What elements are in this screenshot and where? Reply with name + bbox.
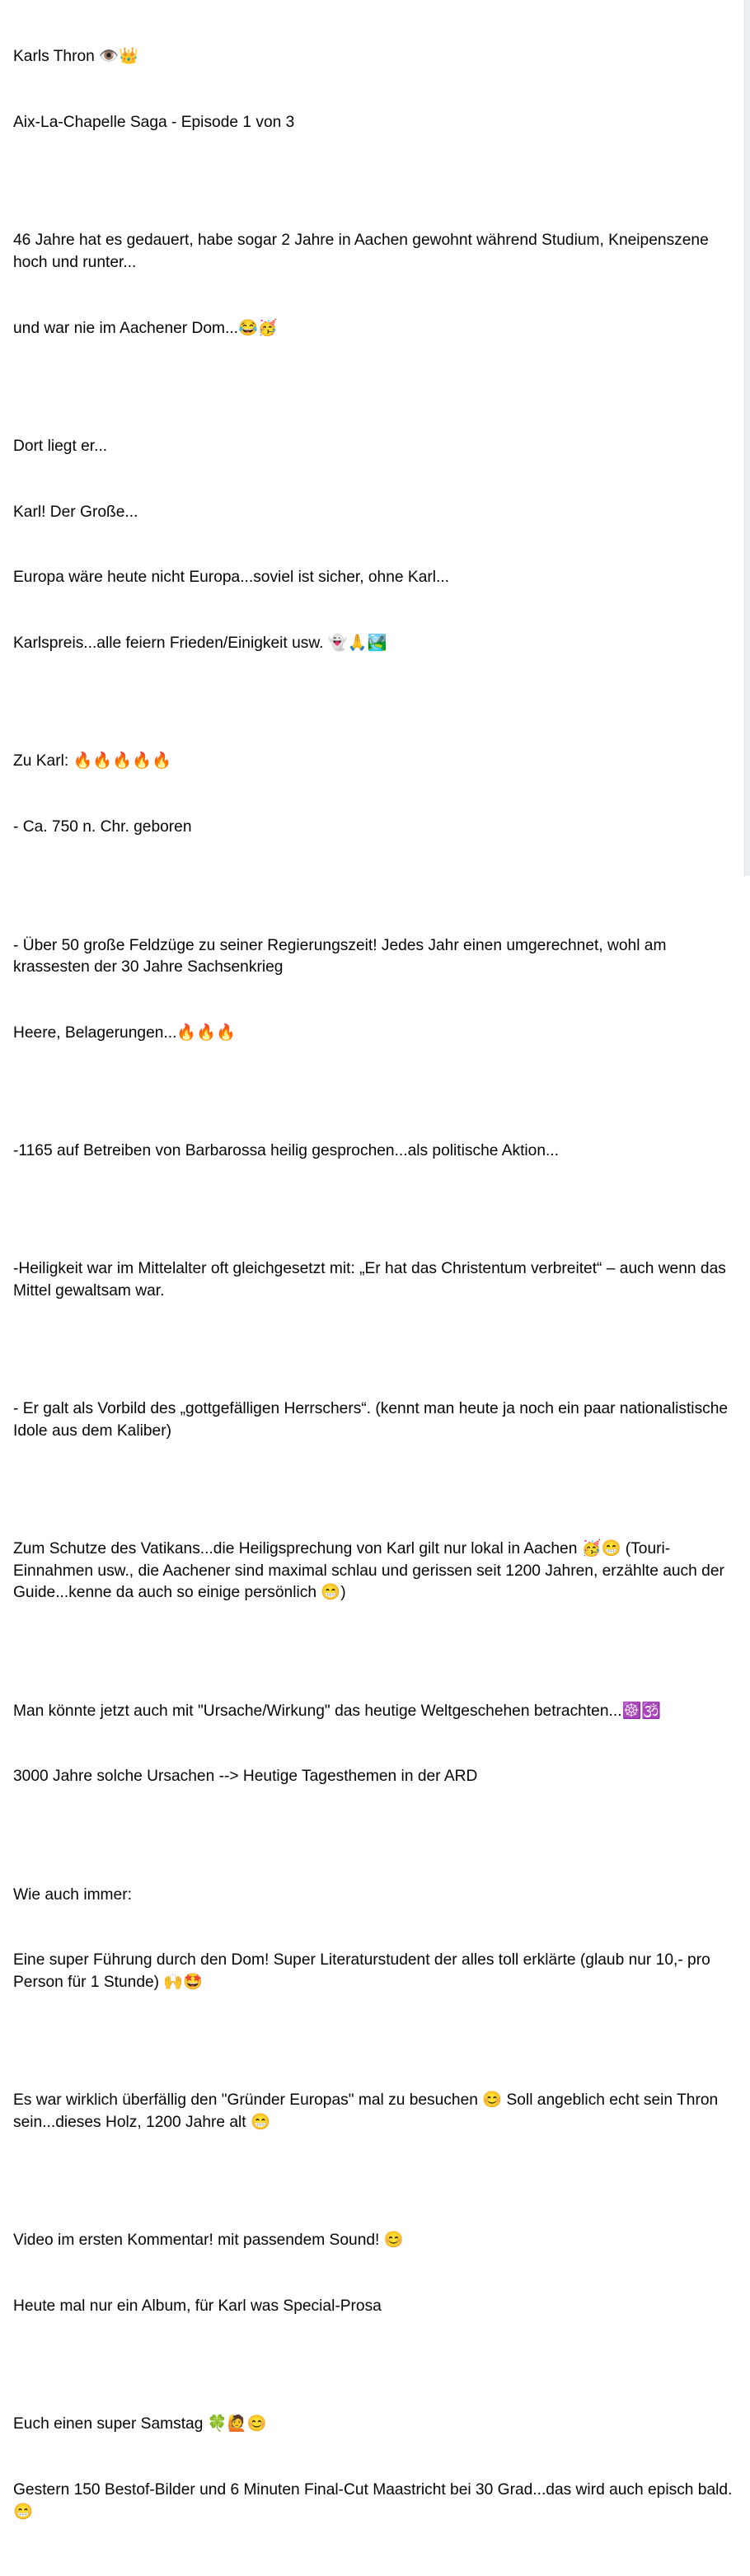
text-line: Man könnte jetzt auch mit "Ursache/Wirkung" das heutige Weltgeschehen betrachten...☸️🕉️ [13,1702,662,1720]
paragraph-aachen [13,186,737,383]
paragraph-video [13,2186,737,2362]
text-line: Heute mal nur ein Album, für Karl was Special-Prosa [13,2297,382,2315]
text-line: - Er galt als Vorbild des „gottgefälligen Herrschers“. (kennt man heute ja noch ein paar nationalistische Idole aus dem Kaliber) [13,1400,733,1440]
paragraph-samstag [13,2370,737,2567]
text-line: -1165 auf Betreiben von Barbarossa heilig gesprochen...als politische Aktion... [13,1142,560,1160]
text-line: Dort liegt er... [13,437,108,455]
text-line: Heere, Belagerungen...🔥🔥🔥 [13,1023,237,1042]
text-line: Euch einen super Samstag 🍀🙋😊 [13,2415,267,2433]
paragraph-vatikan [13,1495,737,1648]
text-line: Zum Schutze des Vatikans...die Heiligsprechung von Karl gilt nur lokal in Aachen 🥳😁 (Touri-Einnahmen usw., die Aachener sind maximal schlau und gerissen seit 1200 Jahren, erzählte auch der Guide...kenne da auch so einige persönlich 😁) [13,1540,729,1602]
text-line: Europa wäre heute nicht Europa...soviel ist sicher, ohne Karl... [13,569,450,587]
text-line: 3000 Jahre solche Ursachen --> Heutige Tagesthemen in der ARD [13,1768,478,1786]
post-subtitle-line: Aix-La-Chapelle Saga - Episode 1 von 3 [13,113,295,131]
text-line: Karl! Der Große... [13,503,138,521]
paragraph-ursache [13,1656,737,1832]
text-line: 46 Jahre hat es gedauert, habe sogar 2 Jahre in Aachen gewohnt während Studium, Kneipenszene hoch und runter... [13,232,714,271]
paragraph-heiligkeit [13,1215,737,1347]
text-line: und war nie im Aachener Dom...😂🥳 [13,319,278,337]
text-line: Video im ersten Kommentar! mit passendem Sound! 😊 [13,2232,404,2250]
text-line: - Ca. 750 n. Chr. geboren [13,818,192,836]
paragraph-gruender [13,2046,737,2178]
text-line: Karlspreis...alle feiern Frieden/Einigkeit usw. 👻🙏🏞️ [13,635,387,653]
text-line: Gestern 150 Bestof-Bilder und 6 Minuten Final-Cut Maastricht bei 30 Grad...das wird auch episch bald. 😁 [13,2480,737,2521]
paragraph-zu-karl [13,707,737,883]
post-text [13,2,737,2576]
paragraph-karl [13,392,737,699]
paragraph-fuehrung [13,1840,737,2037]
paragraph-vorbild [13,1355,737,1487]
text-line: Zu Karl: 🔥🔥🔥🔥🔥 [13,752,171,770]
post-title-line: Karls Thron 👁️👑 [13,48,138,66]
text-line: Wie auch immer: [13,1885,132,1904]
paragraph-1165 [13,1097,737,1206]
text-line: -Heiligkeit war im Mittelalter oft gleichgesetzt mit: „Er hat das Christentum verbreitet“ – auch wenn das Mittel gewaltsam war. [13,1260,731,1300]
text-line: - Über 50 große Feldzüge zu seiner Regierungszeit! Jedes Jahr einen umgerechnet, wohl am krassesten der 30 Jahre Sachsenkrieg [13,936,671,977]
text-line: Eine super Führung durch den Dom! Super Literaturstudent der alles toll erklärte (glaub nur 10,- pro Person für 1 Stunde) 🙌🤩 [13,1951,715,1992]
scrollbar-track[interactable] [744,0,750,876]
post-header [13,2,737,178]
paragraph-feldzuege [13,891,737,1088]
text-line: Es war wirklich überfällig den "Gründer Europas" mal zu besuchen 😊 Soll angeblich echt sein Thron sein...dieses Holz, 1200 Jahre alt 😁 [13,2091,723,2131]
